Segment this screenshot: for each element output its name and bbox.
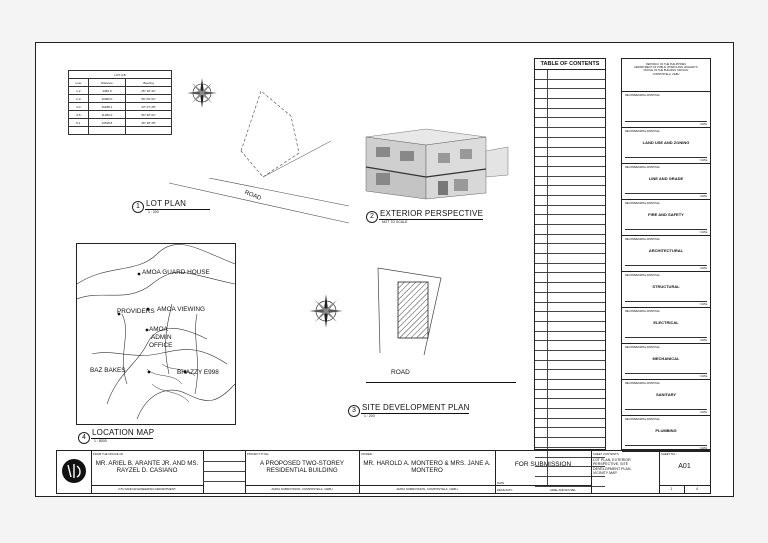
approval-caption: RECOMMENDING APPROVAL [625,418,660,421]
toc-row [535,157,605,167]
toc-title: TABLE OF CONTENTS [535,59,605,70]
toc-row [535,351,605,361]
lot-boundary-drawing [221,81,341,181]
approval-caption: RECOMMENDING APPROVAL [625,94,660,97]
signature-line [625,121,707,122]
toc-row [535,196,605,206]
toc-row [535,341,605,351]
site-plan-title: SITE DEVELOPMENT PLAN [362,403,470,412]
toc-row [535,322,605,332]
table-row: 1-2 4466.0 25° 35' 42" [69,87,172,95]
road-lines [169,178,349,248]
exterior-perspective-title: EXTERIOR PERSPECTIVE [380,209,484,218]
lot-plan-scale: 1 : 200 [148,210,159,214]
signature-line [625,193,707,194]
site-road-label: ROAD [391,369,410,376]
toc-row [535,70,605,80]
toc-row [535,264,605,274]
toc-row [535,206,605,216]
location-map [76,243,236,425]
toc-row [535,361,605,371]
approval-caption: RECOMMENDING APPROVAL [625,274,660,277]
logo-cell [57,451,92,493]
sheet-page: 1 [659,486,685,493]
north-arrow-icon [306,291,346,331]
toc-row [535,254,605,264]
location-map-scale: 1 : 8000 [94,439,107,443]
owner-cell [359,451,496,493]
signature-line [625,373,707,374]
toc-row [535,244,605,254]
toc-row [535,138,605,148]
toc-row [535,186,605,196]
toc-row [535,283,605,293]
table-row: 2-3 10060.0 66° 06' 02" [69,95,172,103]
approval-discipline: LAND USE AND ZONING [642,140,690,145]
drawing-number-badge: 2 [366,211,378,223]
toc-row [535,215,605,225]
toc-row [535,109,605,119]
toc-row [535,390,605,400]
approval-box [622,344,710,380]
approval-caption: RECOMMENDING APPROVAL [625,130,660,133]
toc-row [535,380,605,390]
approval-box [622,308,710,344]
toc-row [535,399,605,409]
drawing-number-badge: 1 [132,201,144,213]
toc-row [535,177,605,187]
map-label: BHAZZY E998 [177,369,219,376]
map-label: AMOA GUARD HOUSE [142,269,210,276]
map-label: ADMIN [151,334,172,341]
approval-discipline: PLUMBING [655,428,677,433]
lot-plan-title: LOT PLAN [146,199,187,208]
signature-line [625,157,707,158]
approval-caption: RECOMMENDING APPROVAL [625,346,660,349]
submission-status: FOR SUBMISSION [514,461,572,468]
signature-line [625,337,707,338]
project-cell [245,451,360,493]
approval-box [622,380,710,416]
signature-line [625,229,707,230]
toc-row [535,148,605,158]
approval-box [622,416,710,452]
drawing-number-badge: 3 [348,405,360,417]
toc-row [535,303,605,313]
approval-caption: RECOMMENDING APPROVAL [625,310,660,313]
approval-discipline: FIRE AND SAFETY [648,212,684,217]
table-row: 3-4 15188.1 23° 07' 28" [69,103,172,111]
approval-date-label: DATE [700,411,707,414]
approval-date-label: DATE [700,231,707,234]
sheet-no-caption: SHEET NO.: [661,452,677,456]
office-header: REPUBLIC OF THE PHILIPPINES DEPARTMENT OF PUBLIC WORKS AND HIGHWAYS OFFICE OF THE BUILDING OFFICIAL COMPOSTELA, CEBU [622,59,710,92]
approval-caption: RECOMMENDING APPROVAL [625,238,660,241]
toc-row [535,419,605,429]
toc-row [535,89,605,99]
design-by: ARIEL AND RAYZEL [550,488,576,492]
approval-box [622,128,710,164]
toc-row [535,118,605,128]
approval-caption: RECOMMENDING APPROVAL [625,382,660,385]
signature-line [625,265,707,266]
approval-date-label: DATE [700,195,707,198]
approval-box [622,236,710,272]
approval-column [621,58,711,450]
toc-row [535,128,605,138]
approval-discipline: ELECTRICAL [653,320,679,325]
owner-foot: AMOA SUBDIVISION, COMPOSTELA, CEBU [359,485,495,493]
office-names: MR. ARIEL B. ARANTE JR. AND MS. RAYZEL D. CASIANO [95,460,199,474]
approval-date-label: DATE [700,123,707,126]
exterior-perspective-image [356,107,516,207]
office-foot: CTU MAIN ENGINEERING DEPARTMENT [91,485,203,493]
sheet-number: A01 [678,463,691,470]
map-label: OFFICE [149,342,173,349]
site-plan-scale: 1 : 200 [364,414,375,418]
approval-boxes [622,92,710,452]
toc-row [535,332,605,342]
sheet-contents-caption: SHEET CONTENTS: [593,452,620,456]
project-caption: PROJECT TITLE: [247,452,270,456]
lot-table-header: Line [69,79,89,87]
owner-caption: OWNER: [361,452,373,456]
sheet-number-cell [659,451,710,493]
approval-box [622,92,710,128]
toc-row [535,235,605,245]
approval-date-label: DATE [700,339,707,342]
lot-bearing-table [68,70,172,135]
project-foot: AMOA SUBDIVISION, COMPOSTELA, CEBU [245,485,359,493]
toc-row [535,80,605,90]
approval-date-label: DATE [700,303,707,306]
lot-table-header: Bearing [126,79,172,87]
status-cell [495,451,592,493]
owner-name: MR. HAROLD A. MONTERO & MRS. JANE A. MONTERO [363,460,491,474]
toc-row [535,409,605,419]
approval-box [622,272,710,308]
approval-discipline: LINE AND GRADE [648,176,684,181]
toc-row [535,293,605,303]
lot-table-title: LOT 3-B [69,71,172,79]
sheet-total: 4 [696,487,698,491]
title-block [56,450,711,494]
drawing-number-badge: 4 [78,432,90,444]
stamp-cell [203,451,246,493]
approval-discipline: MECHANICAL [652,356,680,361]
drawing-sheet [35,42,734,497]
approval-discipline: SANITARY [656,392,676,397]
firm-logo-icon [57,451,91,491]
toc-row [535,225,605,235]
signature-line [625,301,707,302]
approval-discipline: STRUCTURAL [652,284,680,289]
signature-line [625,445,707,446]
table-row: 5-1 13518.5 46° 38' 28" [69,119,172,127]
signature-line [625,409,707,410]
table-row: 4-5 11390.0 66° 56' 02" [69,111,172,119]
approval-date-label: DATE [700,267,707,270]
toc-row [535,438,605,448]
north-arrow-icon [184,75,220,111]
approval-date-label: DATE [700,159,707,162]
toc-row [535,167,605,177]
map-label: AMOA [149,326,168,333]
exterior-scale: NOT TO SCALE [382,220,408,224]
location-map-title: LOCATION MAP [92,428,155,437]
approval-date-label: DATE [700,447,707,450]
table-row [69,127,172,135]
map-label: BAZ BAKES [90,367,126,374]
toc-row [535,370,605,380]
approval-box [622,164,710,200]
approval-discipline: ARCHITECTURAL [648,248,684,253]
approval-box [622,200,710,236]
toc-rows [535,70,605,487]
design-label: DESIGN BY: [497,488,513,492]
toc-row [535,428,605,438]
lot-table-header: Distance [88,79,125,87]
approval-caption: RECOMMENDING APPROVAL [625,202,660,205]
table-of-contents [534,58,606,450]
toc-row [535,99,605,109]
map-label: AMOA VIEWING [157,306,205,313]
date-label: DATE [497,481,505,485]
office-cell [91,451,204,493]
sheet-contents-cell [591,451,660,493]
toc-row [535,312,605,322]
site-plan-drawing [366,258,486,358]
sheet-contents: LOT PLAN, EXTERIOR PERSPECTIVE, SITE DEVELOPMENT PLAN, VICINITY MAP [593,458,632,476]
approval-caption: RECOMMENDING APPROVAL [625,166,660,169]
map-label: PROVIDERS [117,308,155,315]
approval-date-label: DATE [700,375,707,378]
project-title: A PROPOSED TWO-STOREY RESIDENTIAL BUILDING [259,460,344,474]
office-caption: FROM THE OFFICE OF: [93,452,125,456]
toc-row [535,273,605,283]
lot-road-label: ROAD [243,189,262,203]
